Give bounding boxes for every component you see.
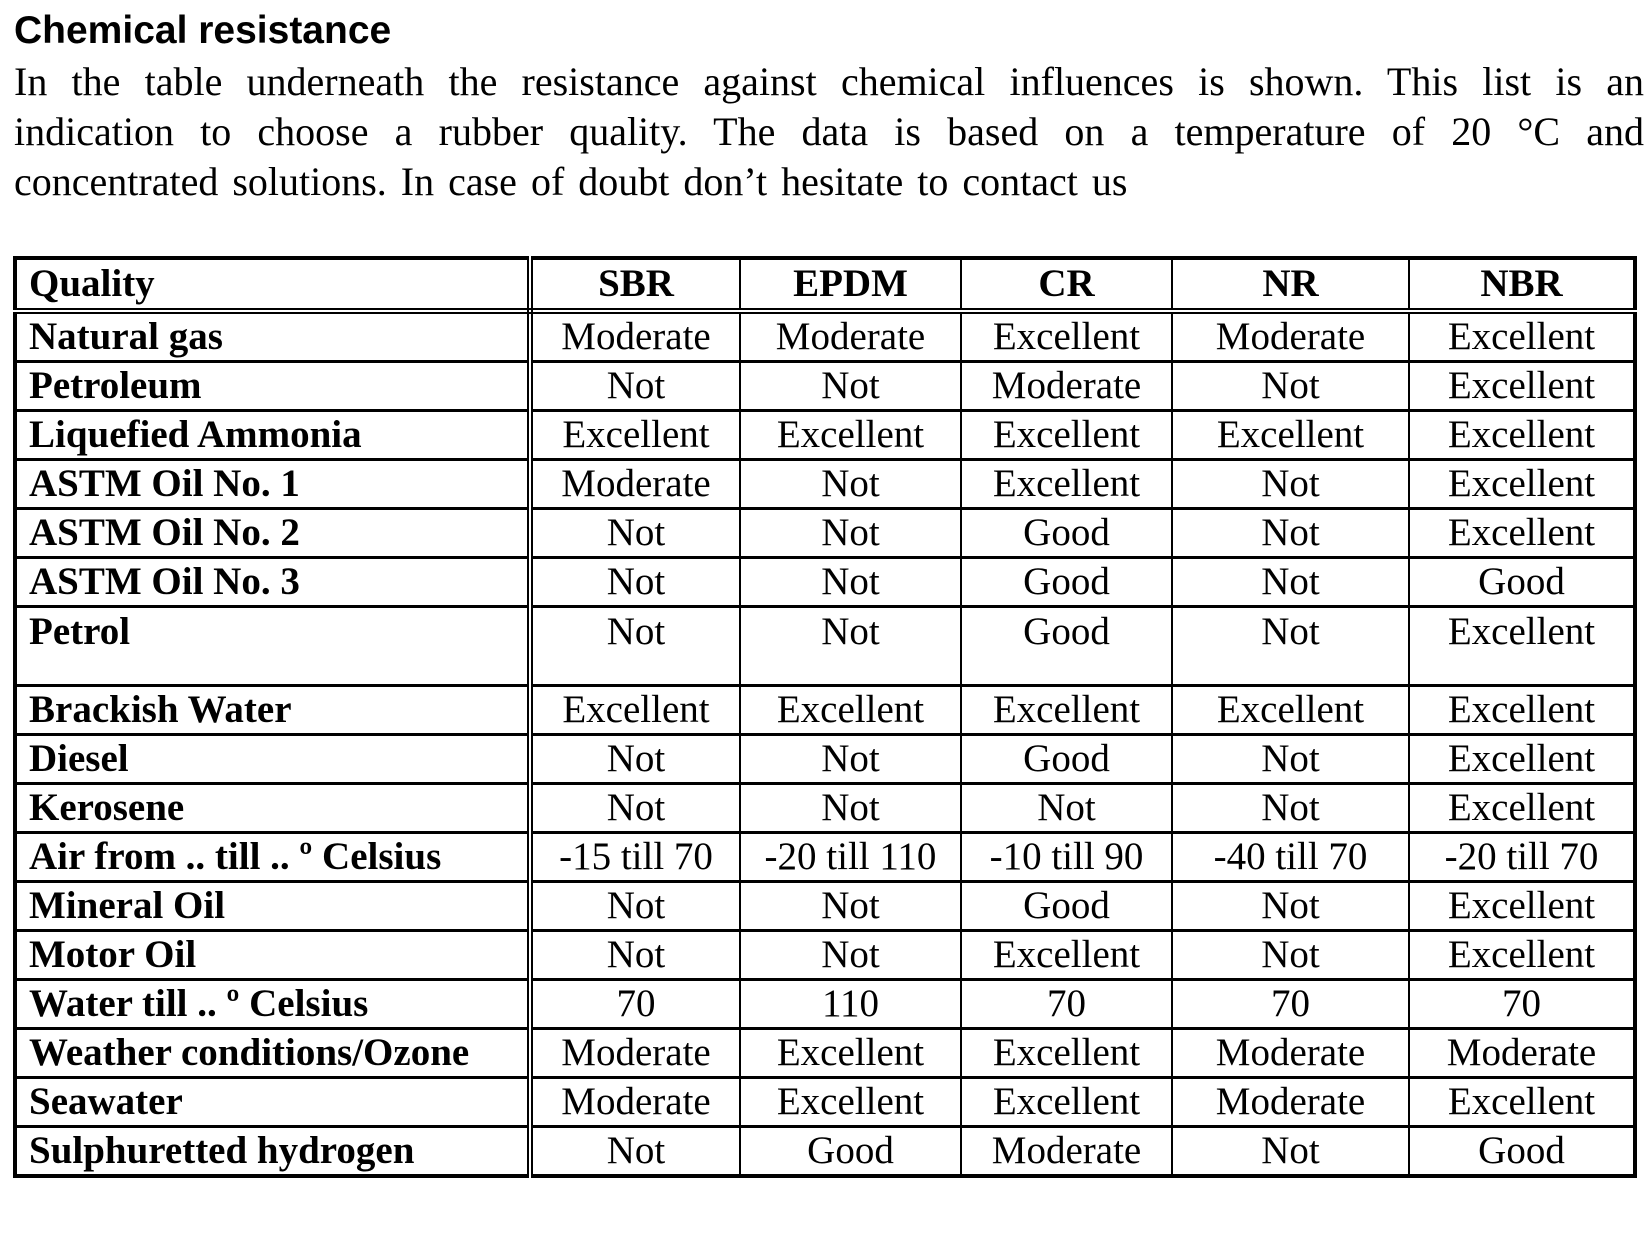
table-cell: Not [530, 784, 740, 833]
table-row [15, 686, 1635, 735]
row-label: Motor Oil [15, 931, 530, 980]
table-cell: Moderate [1172, 311, 1409, 362]
table-cell: Not [530, 931, 740, 980]
table-cell: Not [1172, 784, 1409, 833]
table-cell: Excellent [1409, 931, 1635, 980]
table-cell: Excellent [961, 686, 1172, 735]
table-cell: Moderate [961, 1127, 1172, 1177]
table-cell: -20 till 70 [1409, 833, 1635, 882]
table-cell: Good [740, 1127, 961, 1177]
table-row [15, 1078, 1635, 1127]
row-label: Mineral Oil [15, 882, 530, 931]
table-row [15, 509, 1635, 558]
table-cell: Moderate [740, 311, 961, 362]
table-cell: Not [740, 784, 961, 833]
table-row [15, 882, 1635, 931]
table-row [15, 411, 1635, 460]
table-cell: Not [1172, 931, 1409, 980]
table-cell: Good [961, 509, 1172, 558]
table-cell: Not [740, 607, 961, 686]
column-header-nbr: NBR [1409, 258, 1635, 311]
row-label: Kerosene [15, 784, 530, 833]
row-label: Petroleum [15, 362, 530, 411]
table-cell: 70 [1409, 980, 1635, 1029]
table-row [15, 931, 1635, 980]
table-cell: Good [961, 735, 1172, 784]
table-cell: Not [530, 735, 740, 784]
row-label: Sulphuretted hydrogen [15, 1127, 530, 1177]
table-cell: Not [740, 735, 961, 784]
table-cell: Excellent [1409, 882, 1635, 931]
table-cell: Good [1409, 1127, 1635, 1177]
table-row [15, 311, 1635, 362]
table-cell: Excellent [1409, 607, 1635, 686]
table-cell: Moderate [1172, 1078, 1409, 1127]
column-header-quality: Quality [15, 258, 530, 311]
table-cell: Not [1172, 460, 1409, 509]
table-cell: Not [530, 558, 740, 607]
table-cell: Excellent [530, 411, 740, 460]
table-cell: Not [1172, 1127, 1409, 1177]
chemical-resistance-table [13, 256, 1637, 1178]
table-cell: Excellent [961, 411, 1172, 460]
table-cell: Not [1172, 509, 1409, 558]
column-header-epdm: EPDM [740, 258, 961, 311]
table-cell: Excellent [1172, 411, 1409, 460]
table-cell: Moderate [1172, 1029, 1409, 1078]
table-cell: Excellent [961, 460, 1172, 509]
table-cell: Moderate [530, 460, 740, 509]
table-cell: Not [740, 460, 961, 509]
table-cell: Not [1172, 362, 1409, 411]
column-header-sbr: SBR [530, 258, 740, 311]
table-cell: Good [1409, 558, 1635, 607]
table-cell: Excellent [961, 1078, 1172, 1127]
table-cell: Excellent [530, 686, 740, 735]
table-cell: Moderate [530, 311, 740, 362]
table-cell: Not [1172, 607, 1409, 686]
table-header-row [15, 258, 1635, 311]
table-cell: Not [530, 362, 740, 411]
table-cell: Excellent [1409, 784, 1635, 833]
column-header-nr: NR [1172, 258, 1409, 311]
row-label: Brackish Water [15, 686, 530, 735]
table-cell: Not [740, 882, 961, 931]
table-row [15, 1127, 1635, 1177]
table-row [15, 980, 1635, 1029]
table-row [15, 784, 1635, 833]
row-label: ASTM Oil No. 3 [15, 558, 530, 607]
table-cell: Not [961, 784, 1172, 833]
table-cell: Excellent [740, 686, 961, 735]
table-cell: Not [530, 882, 740, 931]
table-cell: Not [530, 607, 740, 686]
table-cell: Excellent [1409, 1078, 1635, 1127]
table-row [15, 607, 1635, 686]
table-cell: -40 till 70 [1172, 833, 1409, 882]
table-row [15, 558, 1635, 607]
table-body [15, 311, 1635, 1176]
table-cell: Not [1172, 882, 1409, 931]
table-cell: 70 [530, 980, 740, 1029]
table-cell: Excellent [961, 931, 1172, 980]
table-row [15, 1029, 1635, 1078]
table-cell: Not [1172, 735, 1409, 784]
table-cell: Not [740, 362, 961, 411]
row-label: Liquefied Ammonia [15, 411, 530, 460]
table-cell: Excellent [740, 1029, 961, 1078]
intro-paragraph: In the table underneath the resistance against chemical influences is shown. This list is an indication to choose a rubber quality. The data is based on a temperature of 20 °C and concentrated solutions. In case of doubt don’t hesitate to contact us [14, 59, 1644, 204]
table-cell: Moderate [961, 362, 1172, 411]
table-cell: Excellent [1409, 411, 1635, 460]
row-label: Water till .. º Celsius [15, 980, 530, 1029]
table-cell: Good [961, 882, 1172, 931]
table-cell: 110 [740, 980, 961, 1029]
table-cell: Moderate [1409, 1029, 1635, 1078]
table-cell: Good [961, 558, 1172, 607]
table-cell: Excellent [740, 411, 961, 460]
row-label: ASTM Oil No. 1 [15, 460, 530, 509]
table-cell: Excellent [1409, 509, 1635, 558]
table-cell: Excellent [1409, 686, 1635, 735]
row-label: Diesel [15, 735, 530, 784]
table-cell: Not [530, 509, 740, 558]
table-cell: Moderate [530, 1029, 740, 1078]
table-cell: Excellent [961, 1029, 1172, 1078]
table-cell: -15 till 70 [530, 833, 740, 882]
table-cell: Not [740, 558, 961, 607]
row-label: Seawater [15, 1078, 530, 1127]
table-cell: -20 till 110 [740, 833, 961, 882]
table-cell: Not [530, 1127, 740, 1177]
table-row [15, 460, 1635, 509]
table-cell: 70 [961, 980, 1172, 1029]
table-cell: Excellent [1409, 362, 1635, 411]
table-cell: Excellent [961, 311, 1172, 362]
table-cell: 70 [1172, 980, 1409, 1029]
table-cell: Excellent [1409, 735, 1635, 784]
table-row [15, 362, 1635, 411]
table-row [15, 833, 1635, 882]
table-cell: Not [740, 509, 961, 558]
table-cell: -10 till 90 [961, 833, 1172, 882]
table-cell: Not [1172, 558, 1409, 607]
row-label: Petrol [15, 607, 530, 686]
table-cell: Excellent [740, 1078, 961, 1127]
row-label: Natural gas [15, 311, 530, 362]
table-cell: Not [740, 931, 961, 980]
table-row [15, 735, 1635, 784]
row-label: Weather conditions/Ozone [15, 1029, 530, 1078]
table-cell: Excellent [1409, 460, 1635, 509]
page-title: Chemical resistance [14, 9, 392, 52]
column-header-cr: CR [961, 258, 1172, 311]
row-label: Air from .. till .. º Celsius [15, 833, 530, 882]
table-cell: Moderate [530, 1078, 740, 1127]
table-cell: Good [961, 607, 1172, 686]
table-cell: Excellent [1409, 311, 1635, 362]
table-cell: Excellent [1172, 686, 1409, 735]
row-label: ASTM Oil No. 2 [15, 509, 530, 558]
